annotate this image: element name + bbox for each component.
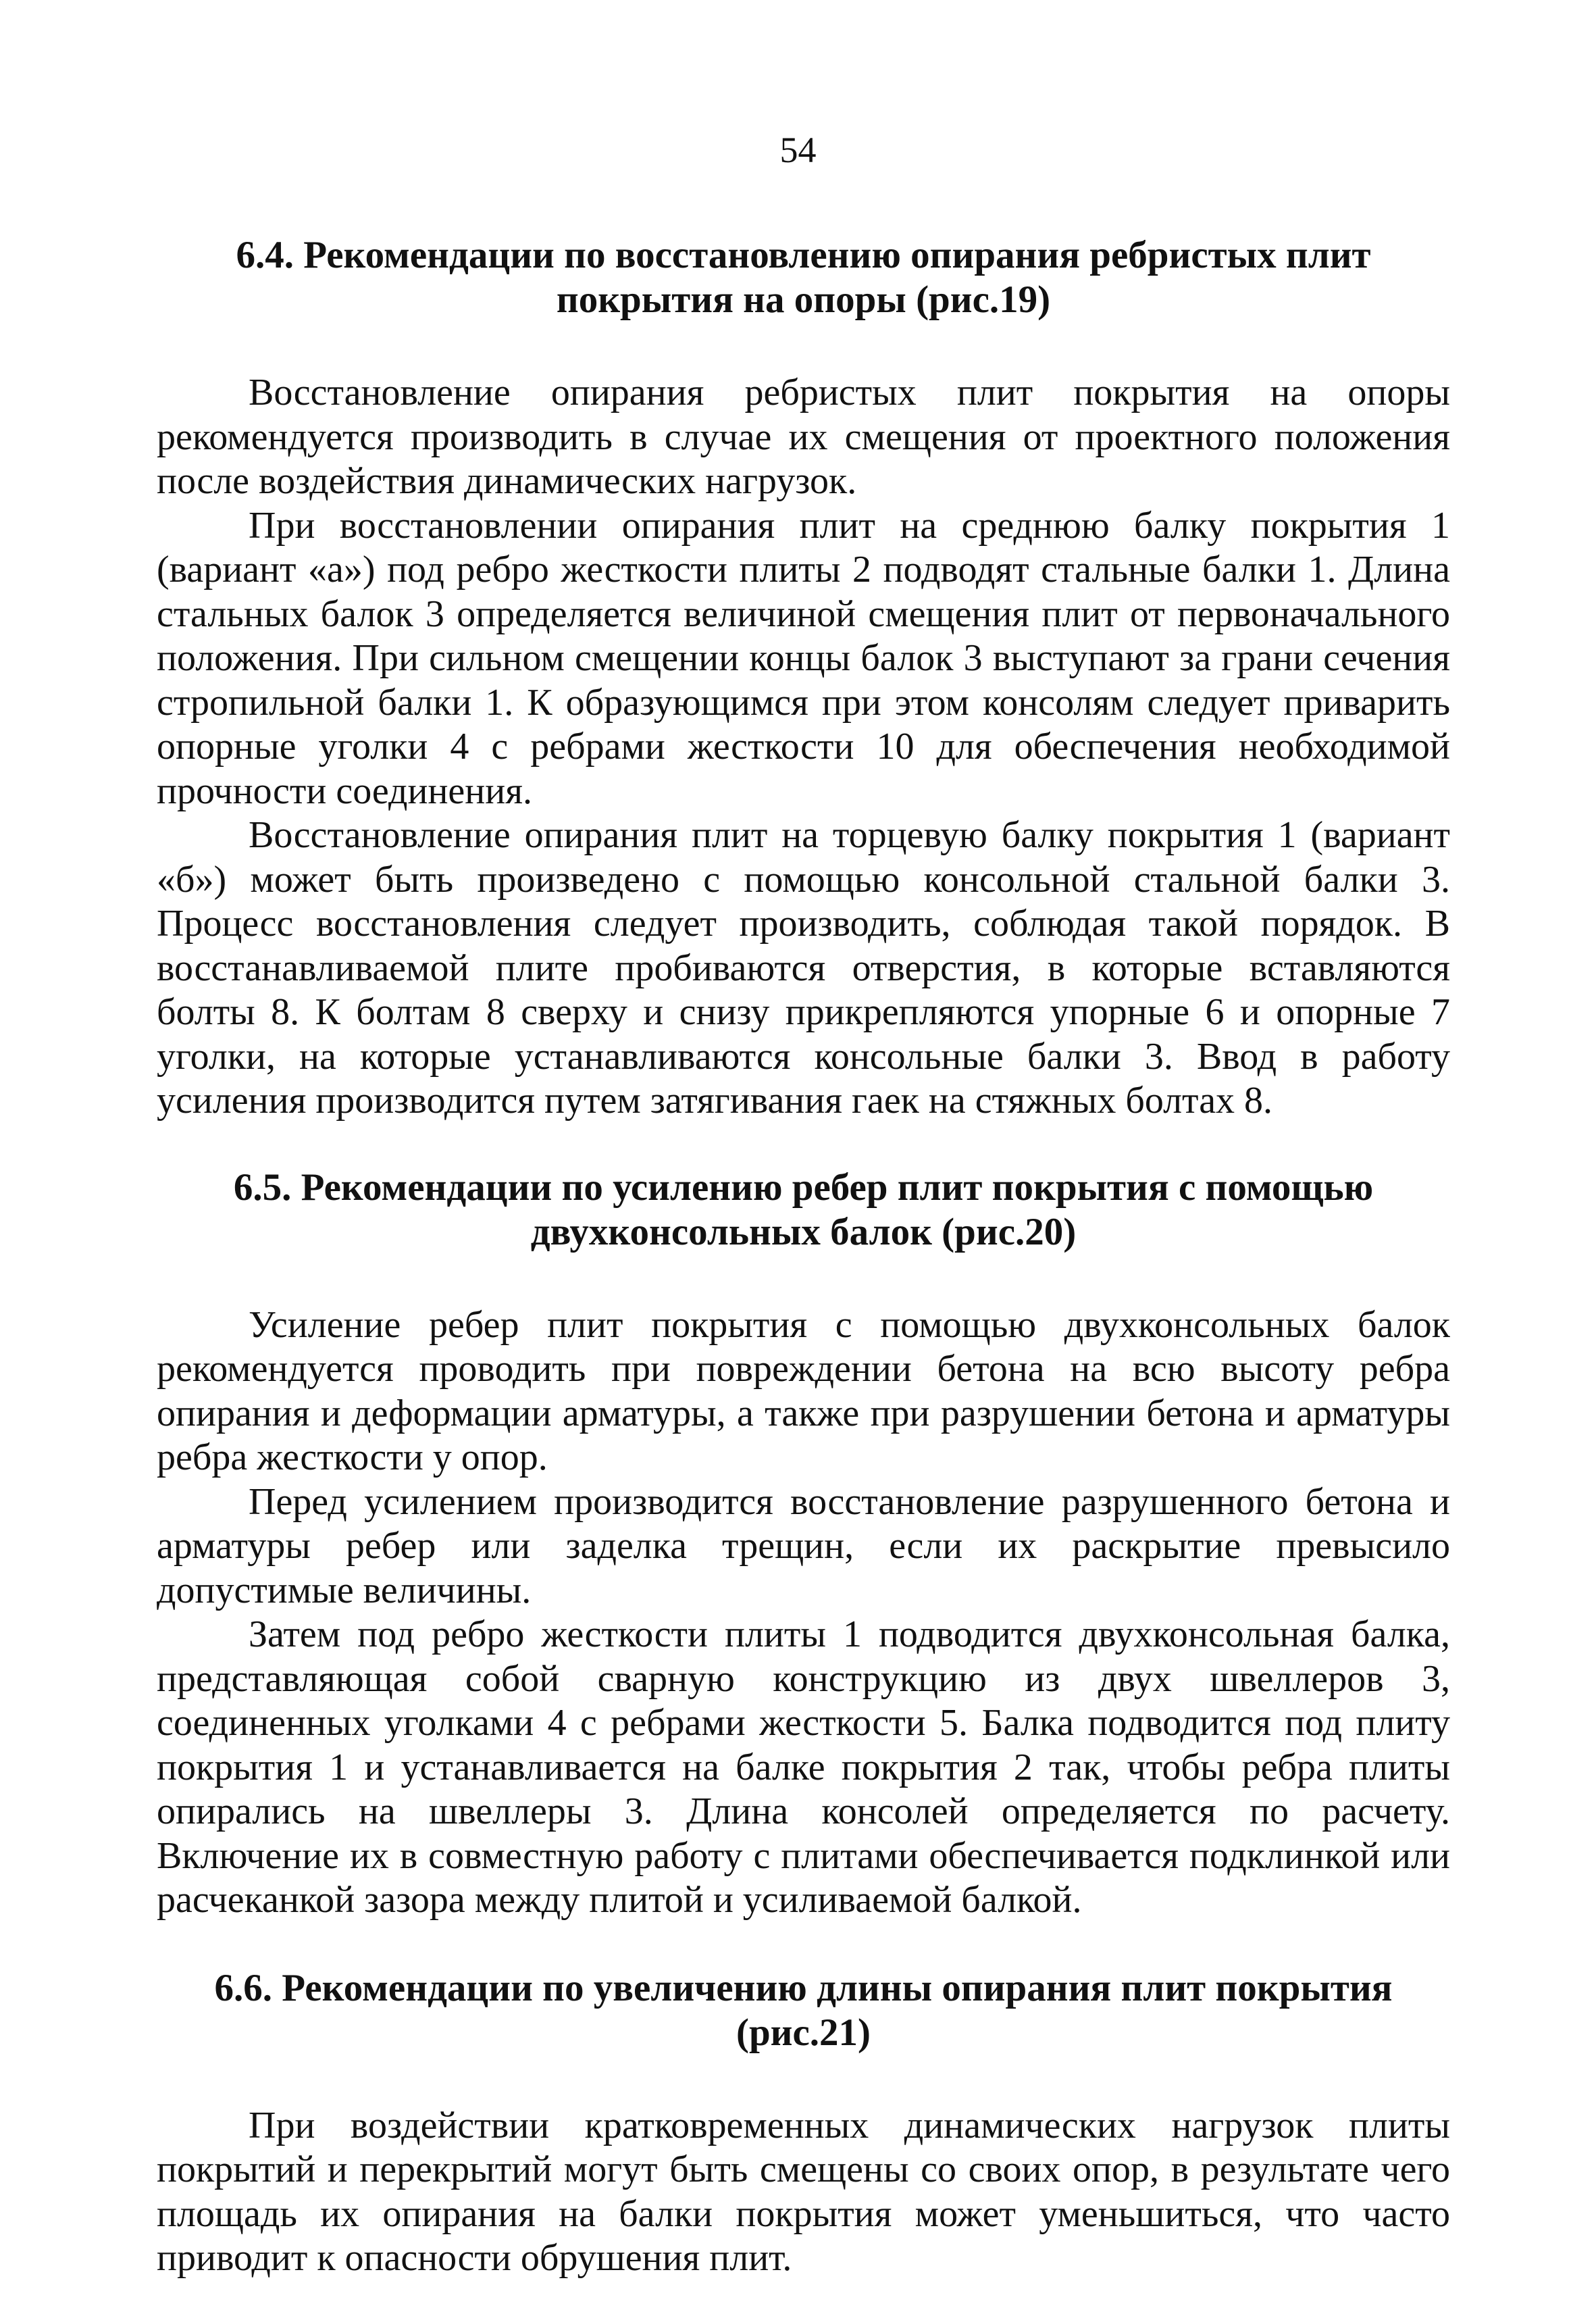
section-heading: 6.6. Рекомендации по увеличению длины опирания плит покрытия (рис.21) [214, 1966, 1393, 2054]
paragraph: При воздействии кратковременных динамических нагрузок плиты покрытий и перекрытий могут быть смещены со своих опор, в результате чего площадь их опирания на балки покрытия может уменьшиться, что часто приводит к опасности обрушения плит. [157, 2104, 1450, 2279]
section-6-6 [157, 1966, 1450, 2281]
section-6-4 [157, 233, 1450, 1124]
paragraph: При восстановлении опирания плит на среднюю балку покрытия 1 (вариант «а») под ребро жесткости плиты 2 подводят стальные балки 1. Длина стальных балок 3 определяется величиной смещения плит от первоначального положения. При сильном смещении концы балок 3 выступают за грани сечения стропильной балки 1. К образующимся при этом консолям следует приварить опорные уголки 4 с ребрами жесткости 10 для обеспечения необходимой прочности соединения. [157, 504, 1450, 812]
page-content [157, 233, 1450, 2281]
paragraph: Перед усилением производится восстановление разрушенного бетона и арматуры ребер или заделка трещин, если их раскрытие превысило допустимые величины. [157, 1480, 1450, 1611]
paragraph: Восстановление опирания ребристых плит покрытия на опоры рекомендуется производить в случае их смещения от проектного положения после воздействия динамических нагрузок. [157, 372, 1450, 502]
paragraph: Восстановление опирания плит на торцевую балку покрытия 1 (вариант «б») может быть произведено с помощью консольной стальной балки 3. Процесс восстановления следует производить, соблюдая такой порядок. В восстанавливаемой плите пробиваются отверстия, в которые вставляются болты 8. К болтам 8 сверху и снизу прикрепляются упорные 6 и опорные 7 уголки, на которые устанавливаются консольные балки 3. Ввод в работу усиления производится путем затягивания гаек на стяжных болтах 8. [157, 814, 1450, 1122]
page-number: 54 [779, 130, 817, 170]
section-6-5 [157, 1165, 1450, 1923]
paragraph: Затем под ребро жесткости плиты 1 подводится двухконсольная балка, представляющая собой сварную конструкцию из двух швеллеров 3, соединенных уголками 4 с ребрами жесткости 5. Балка подводится под плиту покрытия 1 и устанавливается на балке покрытия 2 так, чтобы ребра плиты опирались на швеллеры 3. Длина консолей определяется по расчету. Включение их в совместную работу с плитами обеспечивается подклинкой или расчеканкой зазора между плитой и усиливаемой балкой. [157, 1613, 1450, 1921]
section-heading: 6.5. Рекомендации по усилению ребер плит покрытия с помощью двухконсольных балок (рис.20) [233, 1165, 1374, 1253]
section-heading: 6.4. Рекомендации по восстановлению опирания ребристых плит покрытия на опоры (рис.19) [236, 234, 1371, 321]
paragraph: Усиление ребер плит покрытия с помощью двухконсольных балок рекомендуется проводить при повреждении бетона на всю высоту ребра опирания и деформации арматуры, а также при разрушении бетона и арматуры ребра жесткости у опор. [157, 1303, 1450, 1478]
